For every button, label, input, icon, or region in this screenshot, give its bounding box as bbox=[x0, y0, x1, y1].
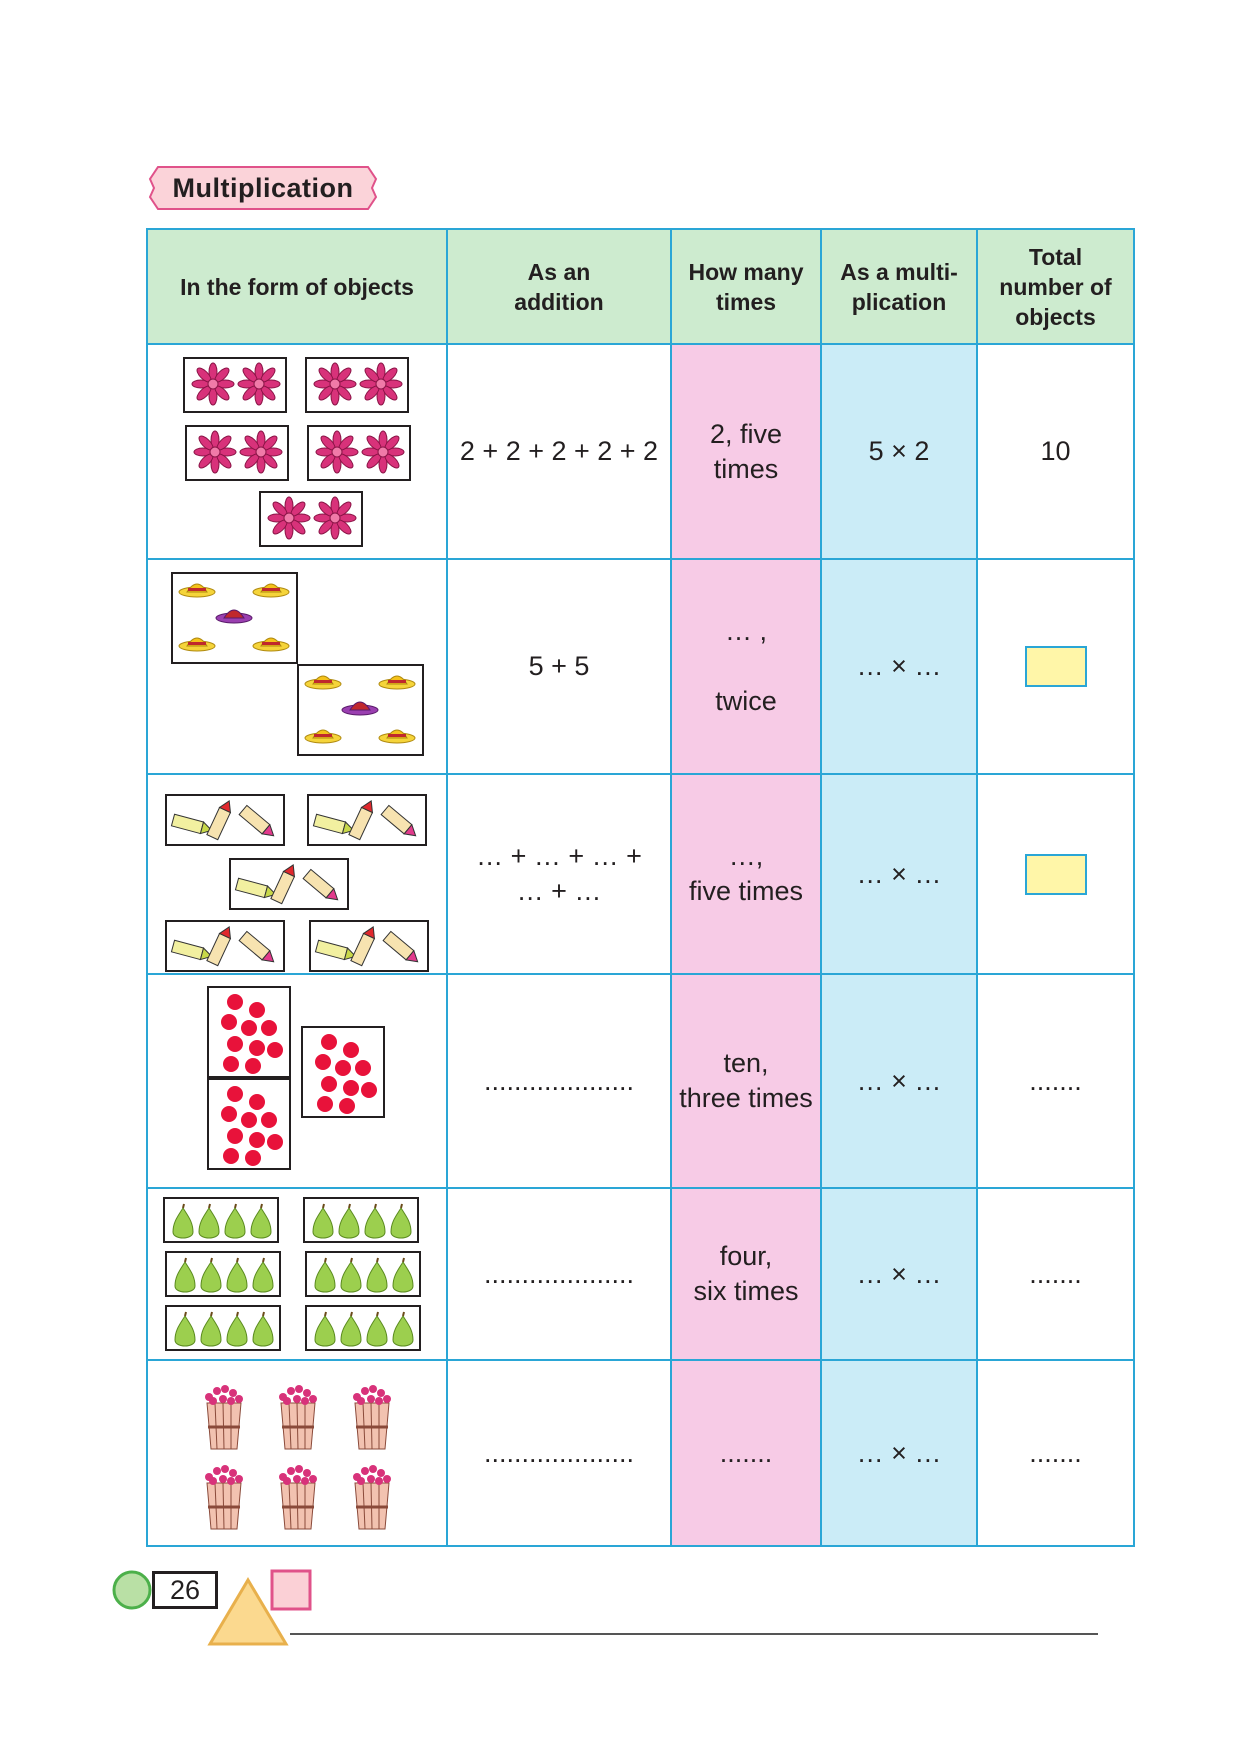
matchstick-bundles bbox=[149, 1373, 445, 1533]
flower-pair bbox=[185, 425, 289, 481]
page-title: Multiplication bbox=[172, 173, 354, 203]
times-cell: 2, five times bbox=[671, 344, 821, 559]
multiplication-cell: … × … bbox=[821, 559, 977, 774]
total-cell: ....... bbox=[977, 1188, 1134, 1360]
total-cell[interactable] bbox=[977, 774, 1134, 974]
table-row bbox=[147, 974, 1134, 1188]
hat-group bbox=[171, 572, 298, 664]
objects-cell bbox=[147, 559, 447, 774]
times-cell: four, six times bbox=[671, 1188, 821, 1360]
flower-pair bbox=[183, 357, 287, 413]
crayon-group bbox=[229, 858, 349, 910]
crayon-group bbox=[307, 794, 427, 846]
objects-cell bbox=[147, 344, 447, 559]
flower-pair bbox=[307, 425, 411, 481]
objects-cell bbox=[147, 1188, 447, 1360]
hat-group bbox=[297, 664, 424, 756]
dot-group bbox=[207, 986, 291, 1078]
pear-group bbox=[305, 1251, 421, 1297]
times-cell: … , twice bbox=[671, 559, 821, 774]
dot-group bbox=[207, 1078, 291, 1170]
times-cell: ....... bbox=[671, 1360, 821, 1546]
table-row bbox=[147, 1360, 1134, 1546]
flower-groups bbox=[149, 357, 445, 547]
addition-cell: .................... bbox=[447, 1360, 671, 1546]
multiplication-table bbox=[146, 228, 1135, 1547]
header-multiplication: As a multi- plication bbox=[821, 229, 977, 344]
header-times: How many times bbox=[671, 229, 821, 344]
pear-group bbox=[163, 1197, 279, 1243]
addition-cell: 2 + 2 + 2 + 2 + 2 bbox=[447, 344, 671, 559]
page-number: 26 bbox=[152, 1571, 218, 1609]
table-row bbox=[147, 344, 1134, 559]
pear-group bbox=[303, 1197, 419, 1243]
pear-group bbox=[165, 1251, 281, 1297]
total-cell: 10 bbox=[977, 344, 1134, 559]
pear-groups bbox=[149, 1195, 445, 1353]
objects-cell bbox=[147, 974, 447, 1188]
crayon-groups bbox=[149, 782, 445, 966]
section-title-tag bbox=[148, 165, 378, 211]
total-cell[interactable] bbox=[977, 559, 1134, 774]
table-row bbox=[147, 559, 1134, 774]
flower-pair bbox=[305, 357, 409, 413]
header-row bbox=[147, 229, 1134, 344]
objects-cell bbox=[147, 1360, 447, 1546]
header-objects: In the form of objects bbox=[147, 229, 447, 344]
addition-cell: … + … + … + … + … bbox=[447, 774, 671, 974]
flower-pair bbox=[259, 491, 363, 547]
header-total: Total number of objects bbox=[977, 229, 1134, 344]
matchbox-groups bbox=[149, 1373, 445, 1533]
table-row bbox=[147, 1188, 1134, 1360]
crayon-group bbox=[309, 920, 429, 972]
crayon-group bbox=[165, 920, 285, 972]
crayon-group bbox=[165, 794, 285, 846]
addition-cell: .................... bbox=[447, 1188, 671, 1360]
header-addition: As an addition bbox=[447, 229, 671, 344]
multiplication-cell: … × … bbox=[821, 774, 977, 974]
multiplication-cell: … × … bbox=[821, 1188, 977, 1360]
total-cell: ....... bbox=[977, 974, 1134, 1188]
table-row bbox=[147, 774, 1134, 974]
times-cell: …, five times bbox=[671, 774, 821, 974]
multiplication-cell: … × … bbox=[821, 974, 977, 1188]
pear-group bbox=[305, 1305, 421, 1351]
hat-groups bbox=[149, 572, 445, 762]
objects-cell bbox=[147, 774, 447, 974]
total-cell: ....... bbox=[977, 1360, 1134, 1546]
times-cell: ten, three times bbox=[671, 974, 821, 1188]
answer-box[interactable] bbox=[1025, 854, 1087, 895]
dot-groups bbox=[149, 986, 445, 1176]
answer-box[interactable] bbox=[1025, 646, 1087, 687]
footer-rule bbox=[290, 1633, 1098, 1635]
square-icon bbox=[272, 1571, 310, 1609]
circle-icon bbox=[114, 1572, 150, 1608]
multiplication-cell: 5 × 2 bbox=[821, 344, 977, 559]
addition-cell: .................... bbox=[447, 974, 671, 1188]
pear-group bbox=[165, 1305, 281, 1351]
addition-cell: 5 + 5 bbox=[447, 559, 671, 774]
multiplication-cell: … × … bbox=[821, 1360, 977, 1546]
dot-group bbox=[301, 1026, 385, 1118]
